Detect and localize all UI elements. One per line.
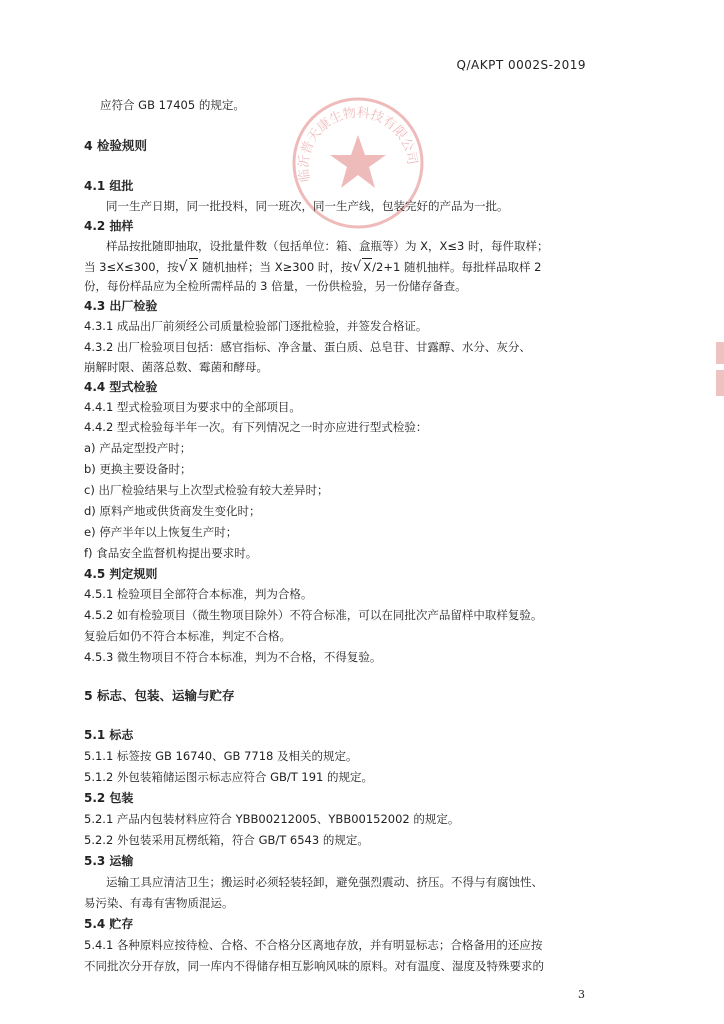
section-5-2-2: 5.2.2 外包装采用瓦楞纸箱，符合 GB/T 6543 的规定。 bbox=[84, 833, 369, 847]
section-4-3-1: 4.3.1 成品出厂前须经公司质量检验部门逐批检验，并签发合格证。 bbox=[84, 319, 428, 333]
section-4-5-1: 4.5.1 检验项目全部符合本标准，判为合格。 bbox=[84, 587, 313, 601]
list-item-a: a) 产品定型投产时； bbox=[84, 441, 192, 455]
section-4-1-title: 4.1 组批 bbox=[84, 179, 134, 193]
section-5-2-1: 5.2.1 产品内包装材料应符合 YBB00212005、YBB00152002 的规定。 bbox=[84, 812, 460, 826]
section-5-1-1: 5.1.1 标签按 GB 16740、GB 7718 及相关的规定。 bbox=[84, 749, 358, 763]
section-4-5-title: 4.5 判定规则 bbox=[84, 567, 158, 581]
section-4-2-body-3: 份，每份样品应为全检所需样品的 3 倍量，一份供检验，另一份储存备查。 bbox=[84, 279, 467, 293]
section-4-title: 4 检验规则 bbox=[84, 138, 148, 153]
svg-text:临沂普天康生物科技有限公司: 临沂普天康生物科技有限公司 bbox=[296, 105, 420, 183]
list-item-b: b) 更换主要设备时； bbox=[84, 462, 192, 476]
section-5-title: 5 标志、包装、运输与贮存 bbox=[84, 688, 235, 703]
section-4-2-title: 4.2 抽样 bbox=[84, 219, 134, 233]
section-4-4-2: 4.4.2 型式检验每半年一次。有下列情况之一时亦应进行型式检验： bbox=[84, 420, 428, 434]
document-code: Q/AKPT 0002S-2019 bbox=[456, 58, 586, 72]
section-4-4-1: 4.4.1 型式检验项目为要求中的全部项目。 bbox=[84, 400, 301, 414]
section-5-3-body-2: 易污染、有毒有害物质混运。 bbox=[84, 896, 234, 910]
section-4-2-body-2: 当 3≤X≤300，按√ X 随机抽样；当 X≥300 时，按√ X/2+1 随机抽样。每批样品取样 2 bbox=[84, 259, 542, 275]
section-5-3-title: 5.3 运输 bbox=[84, 854, 134, 868]
section-4-2-body-1: 样品按批随即抽取，设批量件数（包括单位：箱、盒瓶等）为 X，X≤3 时，每件取样； bbox=[106, 239, 549, 253]
section-5-4-1-line-2: 不同批次分开存放，同一库内不得储存相互影响风味的原料。对有温度、湿度及特殊要求的 bbox=[84, 959, 544, 973]
section-4-1-body: 同一生产日期，同一批投料，同一班次，同一生产线，包装完好的产品为一批。 bbox=[106, 199, 509, 213]
edge-stamp-fragment bbox=[714, 340, 724, 400]
section-4-5-2-line-2: 复验后如仍不符合本标准，判定不合格。 bbox=[84, 629, 291, 643]
continuation-line: 应符合 GB 17405 的规定。 bbox=[100, 98, 245, 112]
section-5-2-title: 5.2 包装 bbox=[84, 791, 134, 805]
section-5-4-1-line-1: 5.4.1 各种原料应按待检、合格、不合格分区离地存放，并有明显标志；合格备用的还应按 bbox=[84, 938, 543, 952]
section-4-5-3: 4.5.3 微生物项目不符合本标准，判为不合格，不得复验。 bbox=[84, 650, 382, 664]
list-item-f: f) 食品安全监督机构提出要求时。 bbox=[84, 546, 258, 560]
section-5-1-2: 5.1.2 外包装箱储运图示标志应符合 GB/T 191 的规定。 bbox=[84, 770, 374, 784]
list-item-d: d) 原料产地或供货商发生变化时； bbox=[84, 504, 261, 518]
section-4-3-2-line-2: 崩解时限、菌落总数、霉菌和酵母。 bbox=[84, 360, 268, 374]
section-4-4-title: 4.4 型式检验 bbox=[84, 380, 158, 394]
section-4-5-2-line-1: 4.5.2 如有检验项目（微生物项目除外）不符合标准，可以在同批次产品留样中取样复验。 bbox=[84, 608, 543, 622]
section-4-3-title: 4.3 出厂检验 bbox=[84, 299, 158, 313]
section-5-1-title: 5.1 标志 bbox=[84, 728, 134, 742]
list-item-c: c) 出厂检验结果与上次型式检验有较大差异时； bbox=[84, 483, 329, 497]
page-number: 3 bbox=[578, 988, 585, 1001]
section-5-4-title: 5.4 贮存 bbox=[84, 917, 134, 931]
list-item-e: e) 停产半年以上恢复生产时； bbox=[84, 525, 238, 539]
section-5-3-body-1: 运输工具应清洁卫生；搬运时必须轻装轻卸，避免强烈震动、挤压。不得与有腐蚀性、 bbox=[106, 875, 543, 889]
section-4-3-2-line-1: 4.3.2 出厂检验项目包括：感官指标、净含量、蛋白质、总皂苷、甘露醇、水分、灰分、 bbox=[84, 340, 531, 354]
